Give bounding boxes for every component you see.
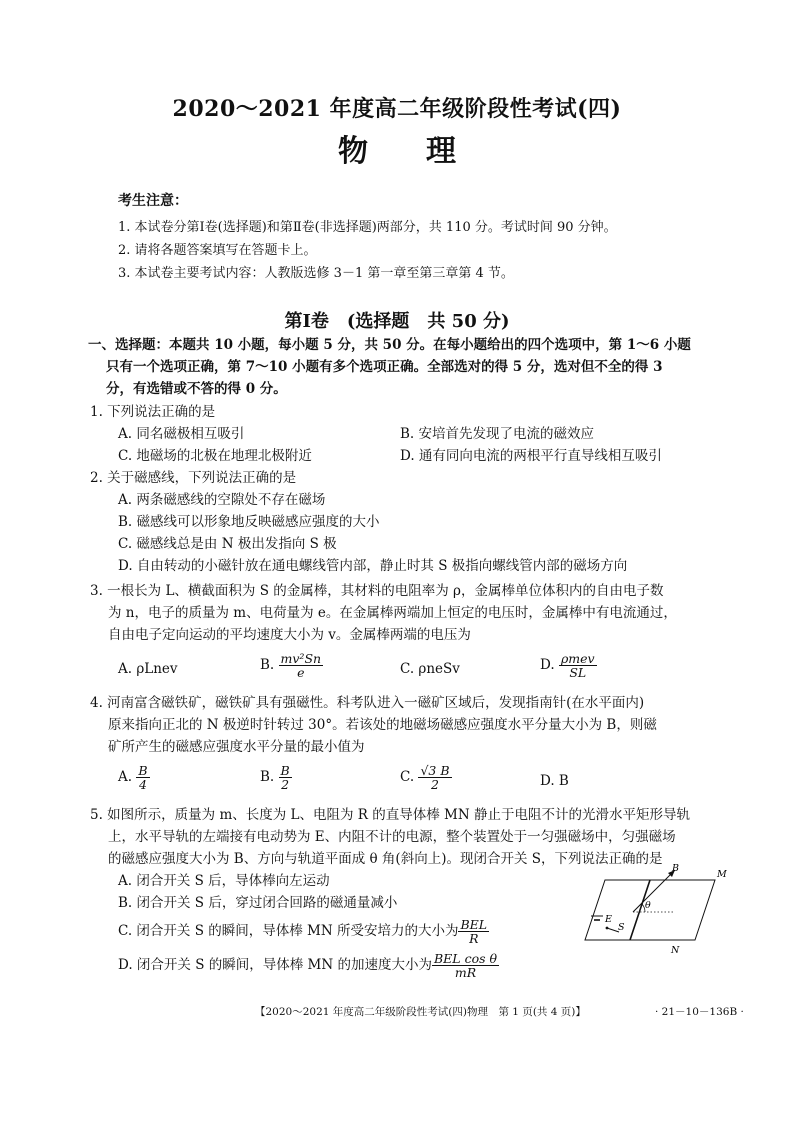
option-label: A. <box>118 769 133 785</box>
option-b: B. 磁感线可以形象地反映磁感应强度的大小 <box>118 514 380 530</box>
fraction <box>559 652 597 679</box>
fraction <box>458 918 489 945</box>
fraction-numerator: BEL <box>460 917 488 932</box>
notice-item: 2. 请将各题答案填写在答题卡上。 <box>118 243 317 258</box>
label-n: N <box>671 945 680 956</box>
option-label: B. <box>260 657 275 673</box>
question-3 <box>90 580 730 688</box>
instruction-line: 分，有选错或不答的得 0 分。 <box>106 381 287 397</box>
option-d: D. 自由转动的小磁针放在通电螺线管内部，静止时其 S 极指向螺线管内部的磁场方向 <box>118 558 628 574</box>
fraction-denominator: e <box>297 665 305 680</box>
option-b <box>260 652 323 679</box>
fraction <box>136 764 149 791</box>
option-a: A. 闭合开关 S 后，导体棒向左运动 <box>118 873 330 889</box>
fraction-numerator: BEL cos θ <box>433 951 498 966</box>
fraction <box>418 764 451 791</box>
candidate-notice <box>118 190 718 285</box>
section-title: 第Ⅰ卷 (选择题 共 50 分) <box>284 311 510 332</box>
fraction-denominator: 2 <box>281 777 290 792</box>
option-d: D. 通有同向电流的两根平行直导线相互吸引 <box>400 448 662 464</box>
option-c: C. 磁感线总是由 N 极出发指向 S 极 <box>118 536 337 552</box>
fraction-numerator: mv²Sn <box>280 651 322 666</box>
fraction-denominator: 4 <box>138 777 147 792</box>
subject-title: 物理 <box>338 134 514 169</box>
question-line: 5. 如图所示，质量为 m、长度为 L、电阻为 R 的直导体棒 MN 静止于电阻不计的光滑水平矩形导轨 <box>90 807 690 823</box>
notice-heading: 考生注意： <box>118 193 188 209</box>
question-line: 的磁感应强度大小为 B、方向与轨道平面成 θ 角(斜向上)。现闭合开关 S，下列说法正确的是 <box>108 851 663 867</box>
question-line: 为 n，电子的质量为 m、电荷量为 e。在金属棒两端加上恒定的电压时，金属棒中有电流通过， <box>108 605 677 621</box>
option-d <box>540 652 597 679</box>
fraction <box>432 952 499 979</box>
exam-title: 2020～2021 年度高二年级阶段性考试(四) <box>172 96 622 122</box>
fraction-numerator: √3 B <box>420 763 450 778</box>
option-a: A. 两条磁感线的空隙处不存在磁场 <box>118 492 326 508</box>
fraction <box>279 764 292 791</box>
option-a: A. ρLnev <box>118 661 178 677</box>
footer-code: · 21－10－136B · <box>655 1006 744 1018</box>
option-label: B. <box>260 769 275 785</box>
option-a: A. 同名磁极相互吸引 <box>118 426 245 442</box>
instruction-line: 一、选择题：本题共 10 小题，每小题 5 分，共 50 分。在每小题给出的四个选项中，第 1～6 小题 <box>88 337 691 353</box>
option-b: B. 安培首先发现了电流的磁效应 <box>400 426 595 442</box>
question-line: 4. 河南富含磁铁矿，磁铁矿具有强磁性。科考队进入一磁矿区域后，发现指南针(在水平面内) <box>90 695 645 711</box>
fraction-denominator: SL <box>569 665 587 680</box>
fraction-numerator: B <box>138 763 148 778</box>
question-line: 原来指向正北的 N 极逆时针转过 30°。若该处的地磁场磁感应强度水平分量大小为 B，则磁 <box>108 717 657 733</box>
label-e: E <box>605 914 612 925</box>
option-label: D. <box>540 657 555 673</box>
instruction-line: 只有一个选项正确，第 7～10 小题有多个选项正确。全部选对的得 5 分，选对但不全的得 3 <box>106 359 663 375</box>
notice-item: 1. 本试卷分第Ⅰ卷(选择题)和第Ⅱ卷(非选择题)两部分，共 110 分。考试时间 90 分钟。 <box>118 220 617 235</box>
option-text: D. 闭合开关 S 的瞬间，导体棒 MN 的加速度大小为 <box>118 957 432 973</box>
fraction-denominator: 2 <box>431 777 439 792</box>
notice-item: 3. 本试卷主要考试内容：人教版选修 3－1 第一章至第三章第 4 节。 <box>118 266 514 281</box>
option-c <box>400 764 452 791</box>
fraction-numerator: B <box>280 763 290 778</box>
label-b: B <box>672 863 679 874</box>
label-s: S <box>618 922 625 933</box>
switch-pivot <box>606 927 609 930</box>
option-label: C. <box>400 769 415 785</box>
option-c: C. 地磁场的北极在地理北极附近 <box>118 448 312 464</box>
rail-circuit-diagram <box>575 862 725 962</box>
label-theta: θ <box>645 900 651 911</box>
question-stem: 2. 关于磁感线，下列说法正确的是 <box>90 470 297 486</box>
field-arrow <box>633 870 675 912</box>
question-line: 矿所产生的磁感应强度水平分量的最小值为 <box>108 739 365 755</box>
question-1 <box>90 401 730 467</box>
fraction <box>279 652 324 679</box>
question-4 <box>90 692 730 800</box>
fraction-denominator: mR <box>454 965 477 980</box>
section-instructions <box>88 334 728 400</box>
page-footer <box>0 1004 794 1020</box>
fraction-denominator: R <box>469 931 479 946</box>
option-b: B. 闭合开关 S 后，穿过闭合回路的磁通量减小 <box>118 895 398 911</box>
option-c: C. ρneSv <box>400 661 460 677</box>
fraction-numerator: ρmev <box>560 651 595 666</box>
question-stem: 1. 下列说法正确的是 <box>90 404 216 420</box>
option-text: C. 闭合开关 S 的瞬间，导体棒 MN 所受安培力的大小为 <box>118 923 459 939</box>
question-2 <box>90 467 730 577</box>
option-d: D. B <box>540 773 569 789</box>
label-m: M <box>717 869 727 880</box>
question-line: 自由电子定向运动的平均速度大小为 v。金属棒两端的电压为 <box>108 627 471 643</box>
footer-page-info: 【2020～2021 年度高二年级阶段性考试(四)物理 第 1 页(共 4 页)】 <box>255 1006 586 1018</box>
option-a <box>118 764 150 791</box>
question-line: 上，水平导轨的左端接有电动势为 E、内阻不计的电源，整个装置处于一匀强磁场中，匀强磁场 <box>108 829 676 845</box>
option-b <box>260 764 292 791</box>
question-line: 3. 一根长为 L、横截面积为 S 的金属棒，其材料的电阻率为 ρ，金属棒单位体积内的自由电子数 <box>90 583 664 599</box>
